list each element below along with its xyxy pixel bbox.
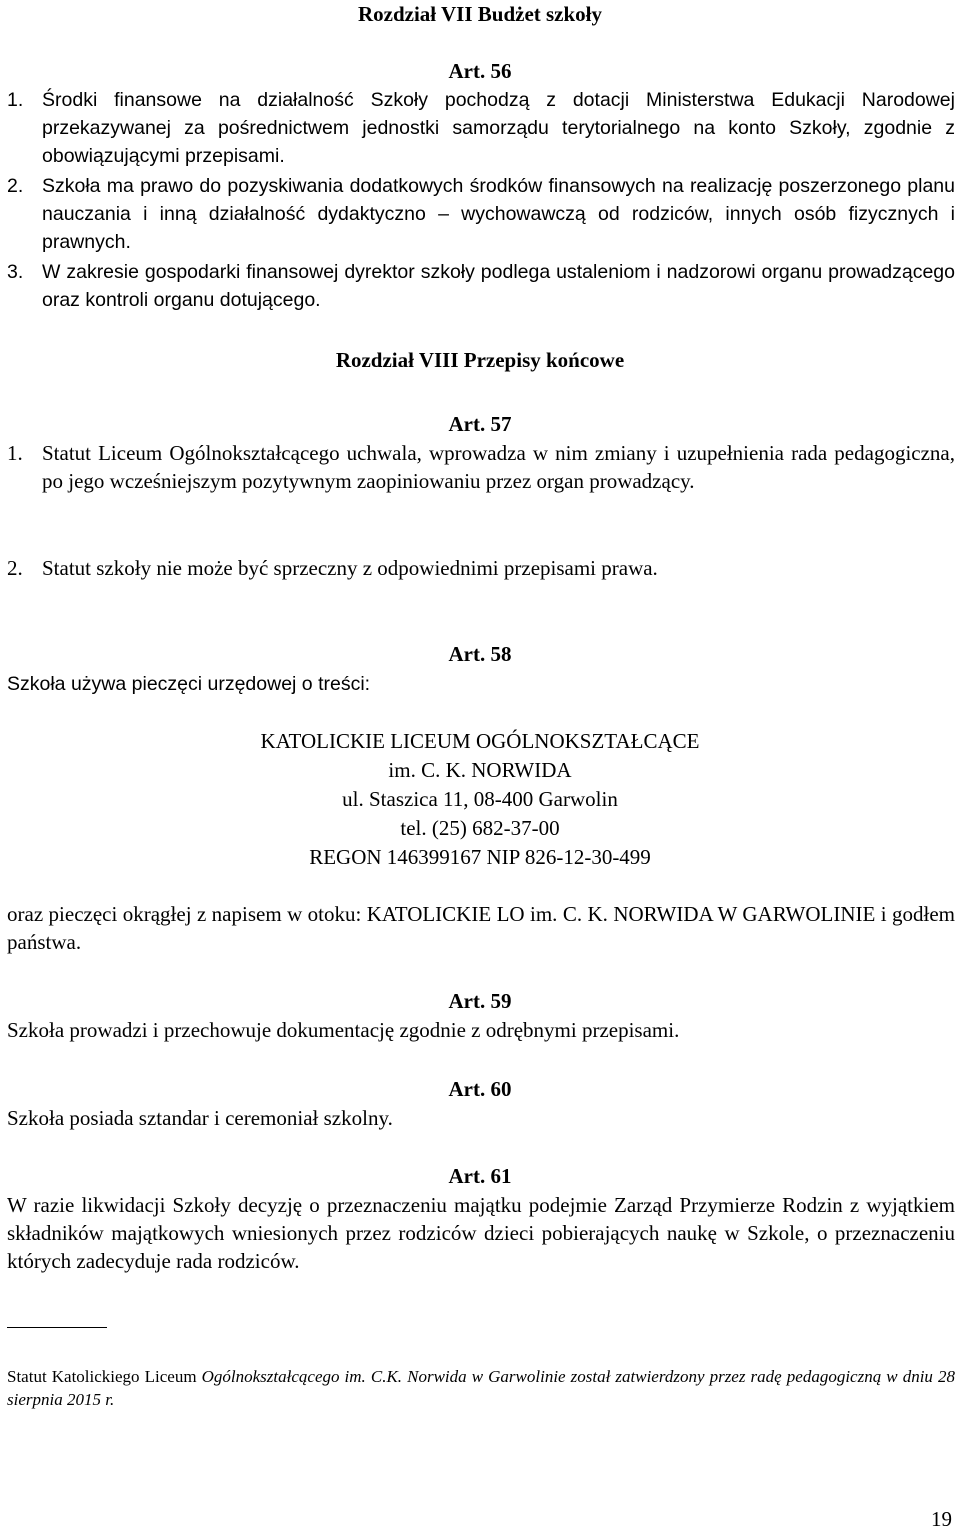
- item-number: 1.: [7, 89, 24, 111]
- art-57-heading: Art. 57: [448, 412, 512, 436]
- item-text: Statut szkoły nie może być sprzeczny z odpowiednimi przepisami prawa.: [42, 556, 658, 580]
- item-number: 2.: [7, 175, 24, 197]
- seal-line: ul. Staszica 11, 08-400 Garwolin: [342, 787, 618, 811]
- art-56-item-1: [7, 86, 955, 170]
- chapter-7-title: Rozdział VII Budżet szkoły: [357, 2, 603, 26]
- seal-line: im. C. K. NORWIDA: [388, 758, 572, 782]
- item-text: W zakresie gospodarki finansowej dyrektor szkoły podlega ustaleniom i nadzorowi organu prowadzącego oraz kontroli organu dotującego.: [42, 261, 955, 311]
- art-61-heading: Art. 61: [448, 1164, 512, 1188]
- art-61-text: W razie likwidacji Szkoły decyzję o przeznaczeniu majątku podejmie Zarząd Przymierze Rodzin z wyjątkiem składników majątkowych wniesionych przez rodziców dzieci pobierających naukę w Szkole, o przeznaczeniu których zadecyduje rada rodziców.: [7, 1193, 955, 1273]
- art-56-item-2: [7, 172, 955, 256]
- art-59-heading: Art. 59: [448, 989, 512, 1013]
- art-57-item-2: [7, 554, 955, 582]
- footer-text-italic: Ogólnokształcącego im. C.K. Norwida w Garwolinie został zatwierdzony przez radę pedagogiczną w dniu 28 sierpnia 2015 r.: [7, 1367, 955, 1409]
- art-59-text: Szkoła prowadzi i przechowuje dokumentację zgodnie z odrębnymi przepisami.: [7, 1018, 680, 1042]
- seal-line: KATOLICKIE LICEUM OGÓLNOKSZTAŁCĄCE: [260, 729, 700, 753]
- art-56-heading: Art. 56: [448, 59, 512, 83]
- seal-intro: Szkoła używa pieczęci urzędowej o treści:: [7, 673, 371, 695]
- item-number: 1.: [7, 441, 23, 465]
- seal-line: REGON 146399167 NIP 826-12-30-499: [309, 845, 651, 869]
- item-number: 3.: [7, 261, 24, 283]
- art-58-heading: Art. 58: [448, 642, 512, 666]
- art-60-heading: Art. 60: [448, 1077, 512, 1101]
- footer-divider: [7, 1327, 107, 1328]
- item-text: Statut Liceum Ogólnokształcącego uchwala, wprowadza w nim zmiany i uzupełnienia rada pedagogiczna, po jego wcześniejszym pozytywnym zaopiniowaniu przez organ prowadzący.: [42, 441, 955, 493]
- page-number: 19: [931, 1507, 952, 1531]
- item-text: Środki finansowe na działalność Szkoły pochodzą z dotacji Ministerstwa Edukacji Narodowej przekazywanej za pośrednictwem jednostki samorządu terytorialnego na konto Szkoły, zgodnie z obowiązującymi przepisami.: [42, 89, 955, 167]
- footer-note: [7, 1365, 955, 1411]
- item-number: 2.: [7, 556, 23, 580]
- item-text: Szkoła ma prawo do pozyskiwania dodatkowych środków finansowych na realizację poszerzonego planu nauczania i inną działalność dydaktyczno – wychowawczą od rodziców, innych osób fizycznych i prawnych.: [42, 175, 955, 253]
- round-seal-description: oraz pieczęci okrągłej z napisem w otoku: KATOLICKIE LO im. C. K. NORWIDA W GARWOLINIE i godłem państwa.: [7, 902, 955, 954]
- footer-text: Statut Katolickiego Liceum: [7, 1367, 202, 1386]
- chapter-8-title: Rozdział VIII Przepisy końcowe: [335, 348, 625, 372]
- art-57-item-1: [7, 439, 955, 495]
- art-56-item-3: [7, 258, 955, 314]
- art-60-text: Szkoła posiada sztandar i ceremoniał szkolny.: [7, 1106, 393, 1130]
- official-seal-text: [0, 727, 960, 872]
- seal-line: tel. (25) 682-37-00: [400, 816, 560, 840]
